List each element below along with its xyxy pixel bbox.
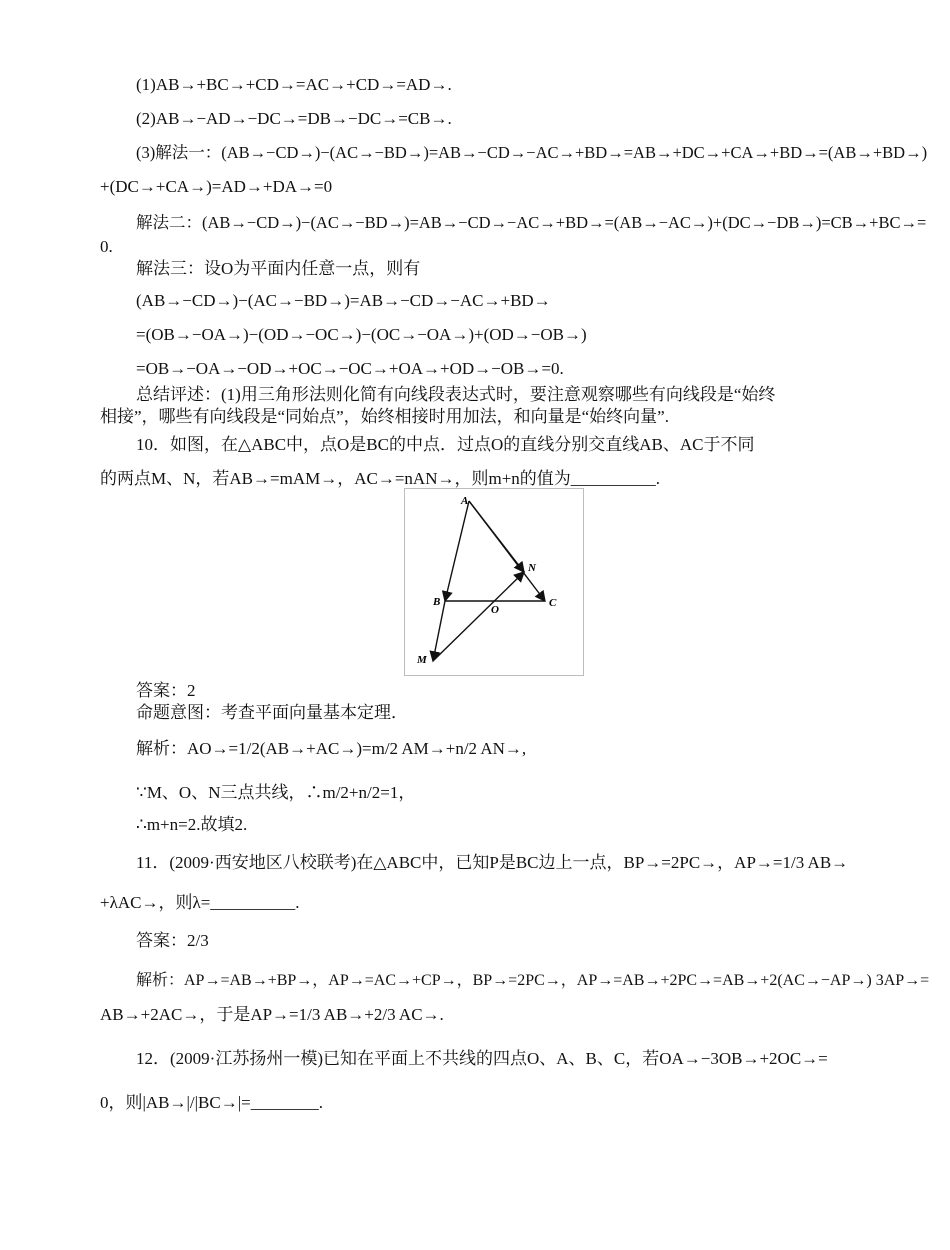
line-15: 答案：2 (136, 681, 196, 700)
triangle-diagram (405, 489, 583, 675)
line-11: 总结评述：(1)用三角形法则化简有向线段表达式时，要注意观察哪些有向线段是“始终 (136, 385, 776, 404)
label-a: A (461, 495, 469, 507)
line-14: 的两点M、N，若AB→=mAM→，AC→=nAN→，则m+n的值为__________. (100, 469, 661, 488)
line-8: (AB→−CD→)−(AC→−BD→)=AB→−CD→−AC→+BD→ (136, 291, 551, 310)
line-17: 解析：AO→=1/2(AB→+AC→)=m/2 AM→+n/2 AN→, (136, 739, 527, 758)
line-9: =(OB→−OA→)−(OD→−OC→)−(OC→−OA→)+(OD→−OB→) (136, 325, 587, 344)
label-c: C (549, 597, 557, 609)
triangle-figure (404, 488, 584, 676)
line-2: (2)AB→−AD→−DC→=DB→−DC→=CB→. (136, 109, 452, 128)
line-20: 11．(2009·西安地区八校联考)在△ABC中，已知P是BC边上一点，BP→=2PC→，AP→=1/3 AB→ (136, 853, 849, 872)
line-5: 解法二：(AB→−CD→)−(AC→−BD→)=AB→−CD→−AC→+BD→=(AB→−AC→)+(DC→−DB→)=CB→+BC→= (136, 213, 927, 232)
line-6: 0. (100, 237, 113, 256)
label-o: O (491, 604, 499, 616)
line-21: +λAC→，则λ=__________. (100, 893, 300, 912)
segment-an (469, 501, 524, 572)
line-4: +(DC→+CA→)=AD→+DA→=0 (100, 177, 333, 196)
label-b: B (433, 596, 441, 608)
label-n: N (528, 562, 536, 574)
line-18: ∵M、O、N三点共线，∴m/2+n/2=1， (136, 783, 416, 802)
line-3: (3)解法一：(AB→−CD→)−(AC→−BD→)=AB→−CD→−AC→+BD→=AB→+DC→+CA→+BD→=(AB→+BD→) (136, 143, 928, 162)
segment-mn (433, 572, 524, 661)
line-12: 相接”，哪些有向线段是“同始点”，始终相接时用加法，和向量是“始终向量”. (100, 407, 669, 426)
line-16: 命题意图：考查平面向量基本定理． (136, 703, 408, 722)
line-1: (1)AB→+BC→+CD→=AC→+CD→=AD→. (136, 75, 452, 94)
segment-ab (445, 501, 469, 601)
line-25: 12．(2009·江苏扬州一模)已知在平面上不共线的四点O、A、B、C，若OA→−3OB→+2OC→= (136, 1049, 828, 1068)
label-m: M (417, 654, 427, 666)
line-24: AB→+2AC→，于是AP→=1/3 AB→+2/3 AC→. (100, 1005, 444, 1024)
line-26: 0，则|AB→|/|BC→|=________. (100, 1093, 323, 1112)
line-13: 10．如图，在△ABC中，点O是BC的中点．过点O的直线分别交直线AB、AC于不同 (136, 435, 755, 454)
line-7: 解法三：设O为平面内任意一点，则有 (136, 259, 421, 278)
line-22: 答案：2/3 (136, 931, 209, 950)
line-10: =OB→−OA→−OD→+OC→−OC→+OA→+OD→−OB→=0. (136, 359, 564, 378)
line-19: ∴m+n=2.故填2. (136, 815, 248, 834)
line-23: 解析：AP→=AB→+BP→，AP→=AC→+CP→，BP→=2PC→，AP→=AB→+2PC→=AB→+2(AC→−AP→) 3AP→= (136, 972, 930, 989)
